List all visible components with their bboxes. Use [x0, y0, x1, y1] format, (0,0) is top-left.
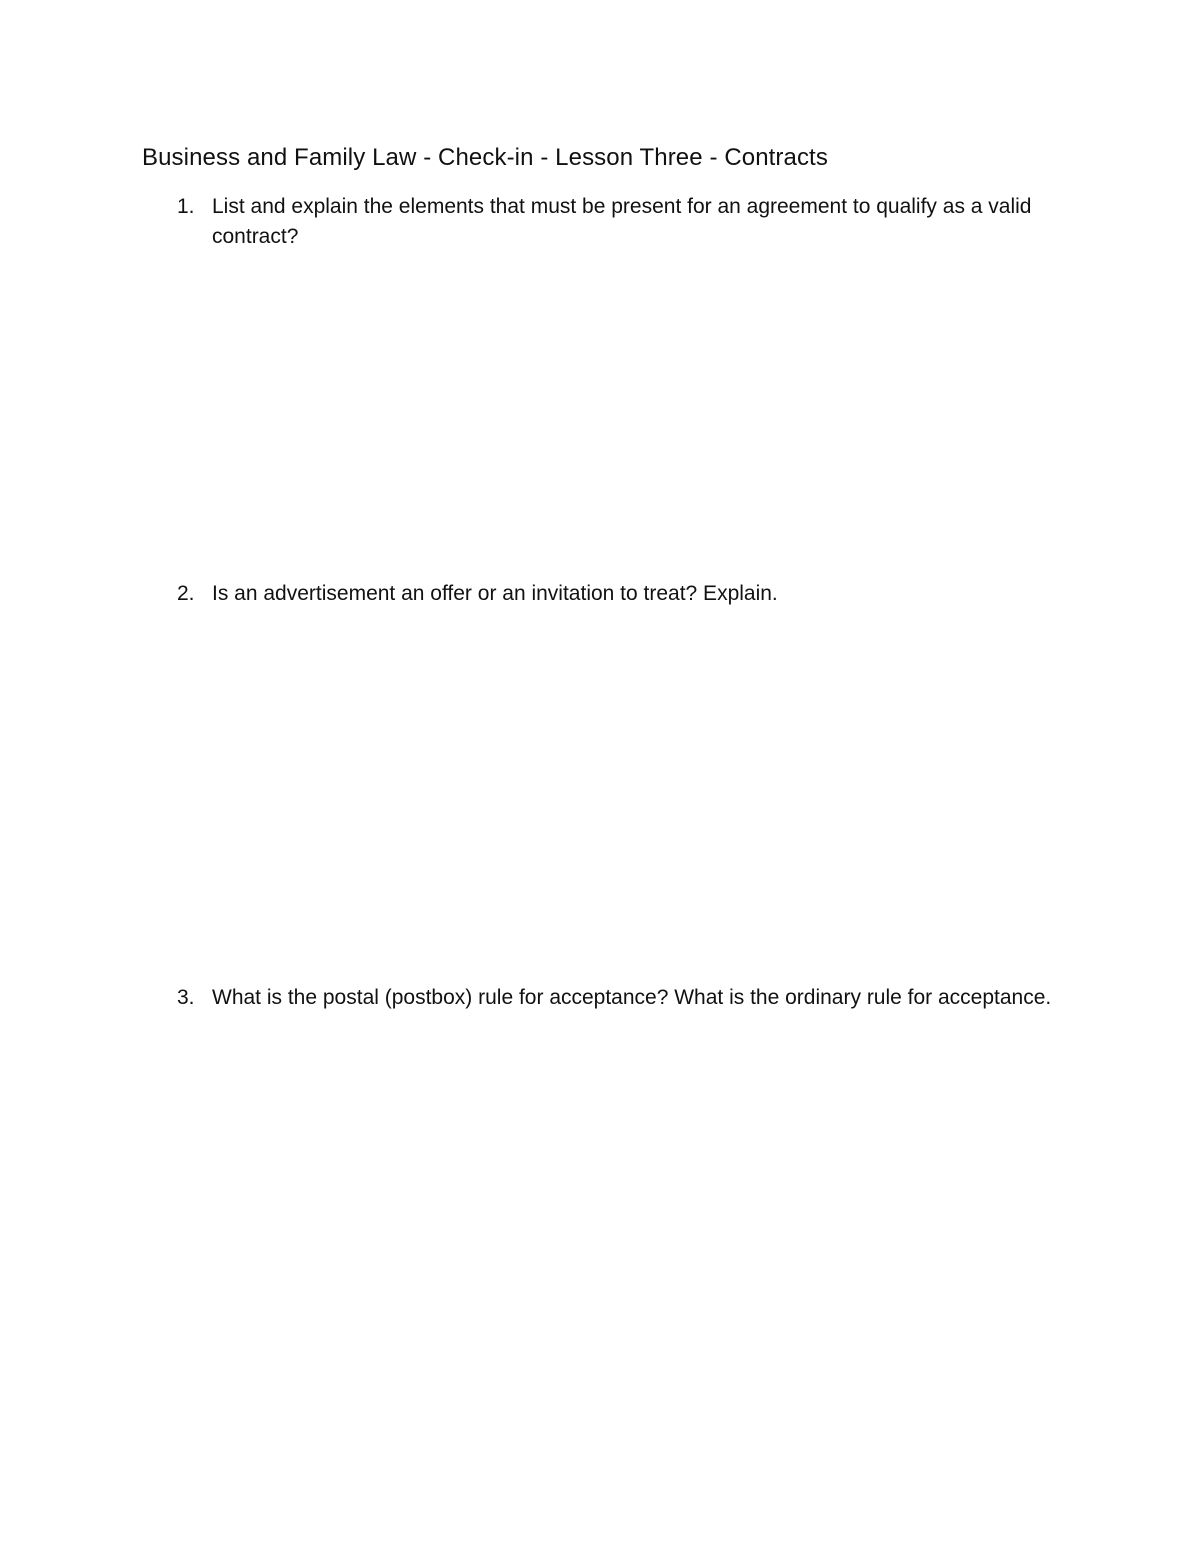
question-text: List and explain the elements that must be present for an agreement to qualify as a valid contract? [212, 195, 1032, 248]
question-number: 3. [177, 986, 195, 1009]
page-title: Business and Family Law - Check-in - Lesson Three - Contracts [142, 144, 828, 171]
question-text: Is an advertisement an offer or an invitation to treat? Explain. [212, 582, 778, 605]
question-number: 2. [177, 582, 195, 605]
question-number: 1. [177, 195, 195, 218]
question-text: What is the postal (postbox) rule for acceptance? What is the ordinary rule for acceptance. [212, 986, 1052, 1009]
